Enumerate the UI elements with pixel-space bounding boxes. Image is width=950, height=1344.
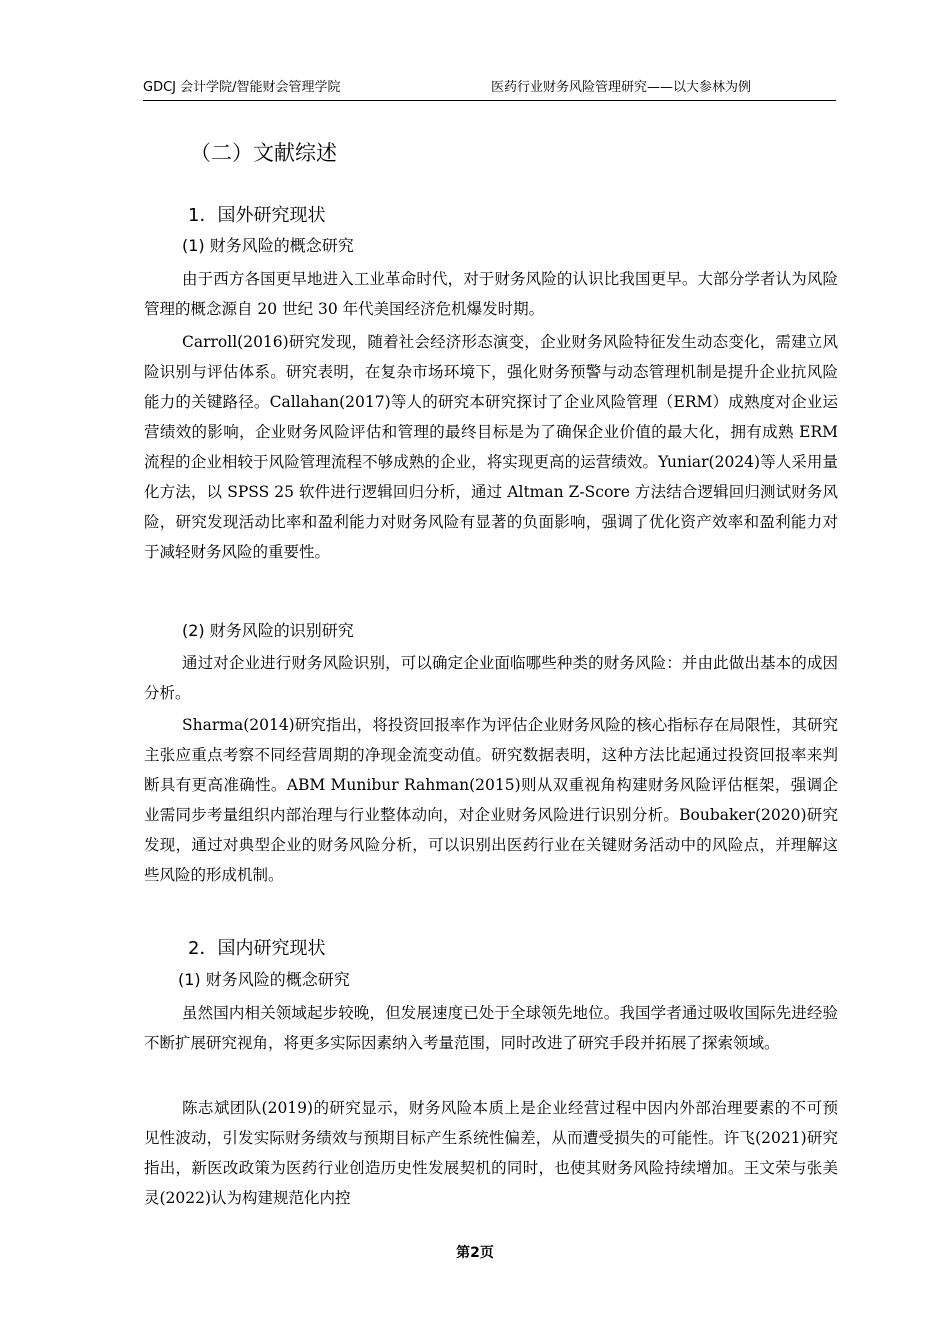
page-header: [143, 78, 836, 101]
header-thesis-title: 医药行业财务风险管理研究——以大参林为例: [491, 80, 752, 95]
foreign-identification-paragraph-2: Sharma(2014)研究指出，将投资回报率作为评估企业财务风险的核心指标存在局限性，其研究主张应重点考察不同经营周期的净现金流变动值。研究数据表明，这种方法比起通过投资回报率来判断具有更高准确性。ABM Munibur Rahman(2015)则从双重视角构建财务风险评估框架，强调企业需同步考量组织内部治理与行业整体动向，对企业财务风险进行识别分析。Boubaker(2020)研究发现，通过对典型企业的财务风险分析，可以识别出医药行业在关键财务活动中的风险点，并理解这些风险的形成机制。: [144, 716, 838, 884]
domestic-concept-paragraph-2: 陈志斌团队(2019)的研究显示，财务风险本质上是企业经营过程中因内外部治理要素的不可预见性波动，引发实际财务绩效与预期目标产生系统性偏差，从而遭受损失的可能性。许飞(2021)研究指出，新医改政策为医药行业创造历史性发展契机的同时，也使其财务风险持续增加。王文荣与张美灵(2022)认为构建规范化内控: [144, 1099, 838, 1207]
foreign-identification-paragraph-1: 通过对企业进行财务风险识别，可以确定企业面临哪些种类的财务风险：并由此做出基本的成因分析。: [144, 654, 838, 702]
foreign-concept-subheading: (1) 财务风险的概念研究: [182, 236, 354, 255]
domestic-concept-paragraph-1: 虽然国内相关领域起步较晚，但发展速度已处于全球领先地位。我国学者通过吸收国际先进经验不断扩展研究视角，将更多实际因素纳入考量范围，同时改进了研究手段并拓展了探索领域。: [144, 1004, 838, 1052]
foreign-concept-paragraph-2: Carroll(2016)研究发现，随着社会经济形态演变，企业财务风险特征发生动态变化，需建立风险识别与评估体系。研究表明，在复杂市场环境下，强化财务预警与动态管理机制是提升企业抗风险能力的关键路径。Callahan(2017)等人的研究本研究探讨了企业风险管理（ERM）成熟度对企业运营绩效的影响，企业财务风险评估和管理的最终目标是为了确保企业价值的最大化，拥有成熟 ERM 流程的企业相较于风险管理流程不够成熟的企业，将实现更高的运营绩效。Yuniar(2024)等人采用量化方法，以 SPSS 25 软件进行逻辑回归分析，通过 Altman Z-Score 方法结合逻辑回归测试财务风险，研究发现活动比率和盈利能力对财务风险有显著的负面影响，强调了优化资产效率和盈利能力对于减轻财务风险的重要性。: [144, 333, 838, 561]
foreign-identification-subheading: (2) 财务风险的识别研究: [182, 621, 354, 640]
page-number: 第2页: [456, 1245, 494, 1261]
foreign-research-heading: 1．国外研究现状: [188, 205, 326, 226]
header-institution: GDCJ 会计学院/智能财会管理学院: [143, 80, 341, 95]
section-title: （二）文献综述: [190, 141, 337, 165]
foreign-concept-paragraph-1: 由于西方各国更早地进入工业革命时代，对于财务风险的认识比我国更早。大部分学者认为风险管理的概念源自 20 世纪 30 年代美国经济危机爆发时期。: [144, 270, 838, 318]
domestic-concept-subheading: (1) 财务风险的概念研究: [178, 970, 350, 989]
domestic-research-heading: 2．国内研究现状: [188, 938, 326, 959]
